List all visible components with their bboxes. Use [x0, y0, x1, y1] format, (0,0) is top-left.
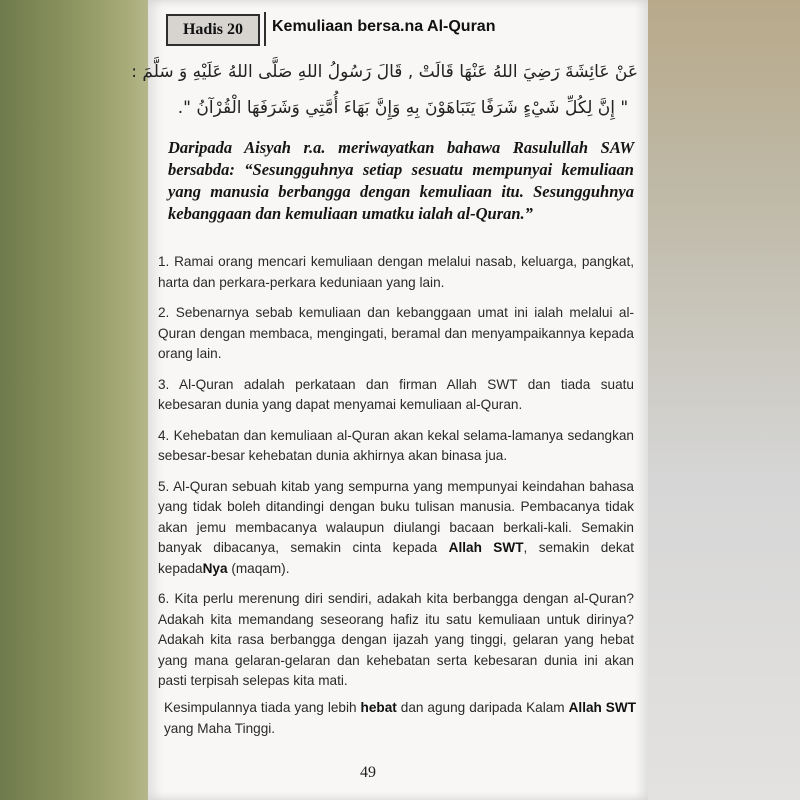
- chapter-title: Kemuliaan bersa.na Al-Quran: [272, 18, 496, 35]
- lesson-point-2: 2. Sebenarnya sebab kemuliaan dan kebanggaan umat ini ialah melalui al-Quran dengan membaca, mengingati, beramal dan menyampaikannya kepada orang lain.: [158, 305, 634, 361]
- point-5-bold-nya: Nya: [202, 560, 228, 576]
- point-5-text-2: , semakin dekat kepada: [158, 540, 634, 576]
- point-5-text: 5. Al-Quran sebuah kitab yang sempurna yang mempunyai keindahan bahasa yang tidak boleh ditandingi dengan buku tulisan manusia. Pembacanya tidak akan jemu membacanya walaupun diulangi bacaan berkali-kali. Semakin banyak dibacanya, semakin cinta kepada: [158, 478, 634, 555]
- lesson-point-5: [158, 477, 634, 580]
- hadis-label: Hadis 20: [166, 14, 260, 46]
- book-page: [131, 0, 648, 800]
- arabic-hadith-text: " إِنَّ لِكُلِّ شَيْءٍ شَرَفًا يَتَبَاهَوْنَ بِهِ وَإِنَّ بَهَاءَ أُمَّتِي وَشَرَفَهَا الْقُرْآنُ ".: [177, 98, 629, 118]
- background-surface: [648, 0, 800, 800]
- title-divider: [264, 12, 266, 46]
- lesson-point-4: 4. Kehebatan dan kemuliaan al-Quran akan kekal selama-lamanya sedangkan sebesar-besar kehebatan dunia akhirnya akan binasa jua.: [158, 427, 634, 463]
- conclusion-bold-allah: Allah SWT: [568, 700, 637, 715]
- page-number: 49: [360, 764, 376, 781]
- lesson-point-6: 6. Kita perlu merenung diri sendiri, adakah kita berbangga dengan al-Quran? Adakah kita memandang seseorang hafiz itu satu kemuliaan untuk dirinya? Adakah kita rasa berbangga dengan ijazah yang tinggi, gelaran yang hebat yang mana gelaran-gelaran dan kehebatan serta kebesaran dunia ini akan pasti terpisah selepas kita mati.: [158, 591, 634, 688]
- conclusion-text-3: yang Maha Tinggi.: [164, 721, 276, 736]
- conclusion-text: Kesimpulannya tiada yang lebih: [164, 700, 361, 715]
- hadith-translation: Daripada Aisyah r.a. meriwayatkan bahawa Rasulullah SAW bersabda: “Sesungguhnya setiap sesuatu mempunyai kemuliaan yang manusia berbangga dengan kemuliaan itu. Sesungguhnya kebanggaan dan kemuliaan umatku ialah al-Quran.”: [168, 138, 634, 223]
- arabic-isnad: عَنْ عَائِشَةَ رَضِيَ اللهُ عَنْهَا قَالَتْ , قَالَ رَسُولُ اللهِ صَلَّى اللهُ عَلَيْهِ وَ سَلَّمَ :: [131, 62, 638, 82]
- lesson-points: [158, 252, 634, 702]
- conclusion-bold-hebat: hebat: [360, 700, 397, 715]
- point-5-bold-allah: Allah SWT: [448, 540, 524, 555]
- point-5-text-3: (maqam).: [227, 560, 290, 576]
- conclusion-paragraph: [164, 697, 636, 739]
- lesson-point-3: 3. Al-Quran adalah perkataan dan firman Allah SWT dan tiada suatu kebesaran dunia yang dapat menyamai kemuliaan al-Quran.: [158, 376, 634, 412]
- lesson-point-1: 1. Ramai orang mencari kemuliaan dengan melalui nasab, keluarga, pangkat, harta dan perkara-perkara keduniaan yang lain.: [158, 254, 634, 290]
- conclusion-text-2: dan agung daripada Kalam: [396, 700, 569, 715]
